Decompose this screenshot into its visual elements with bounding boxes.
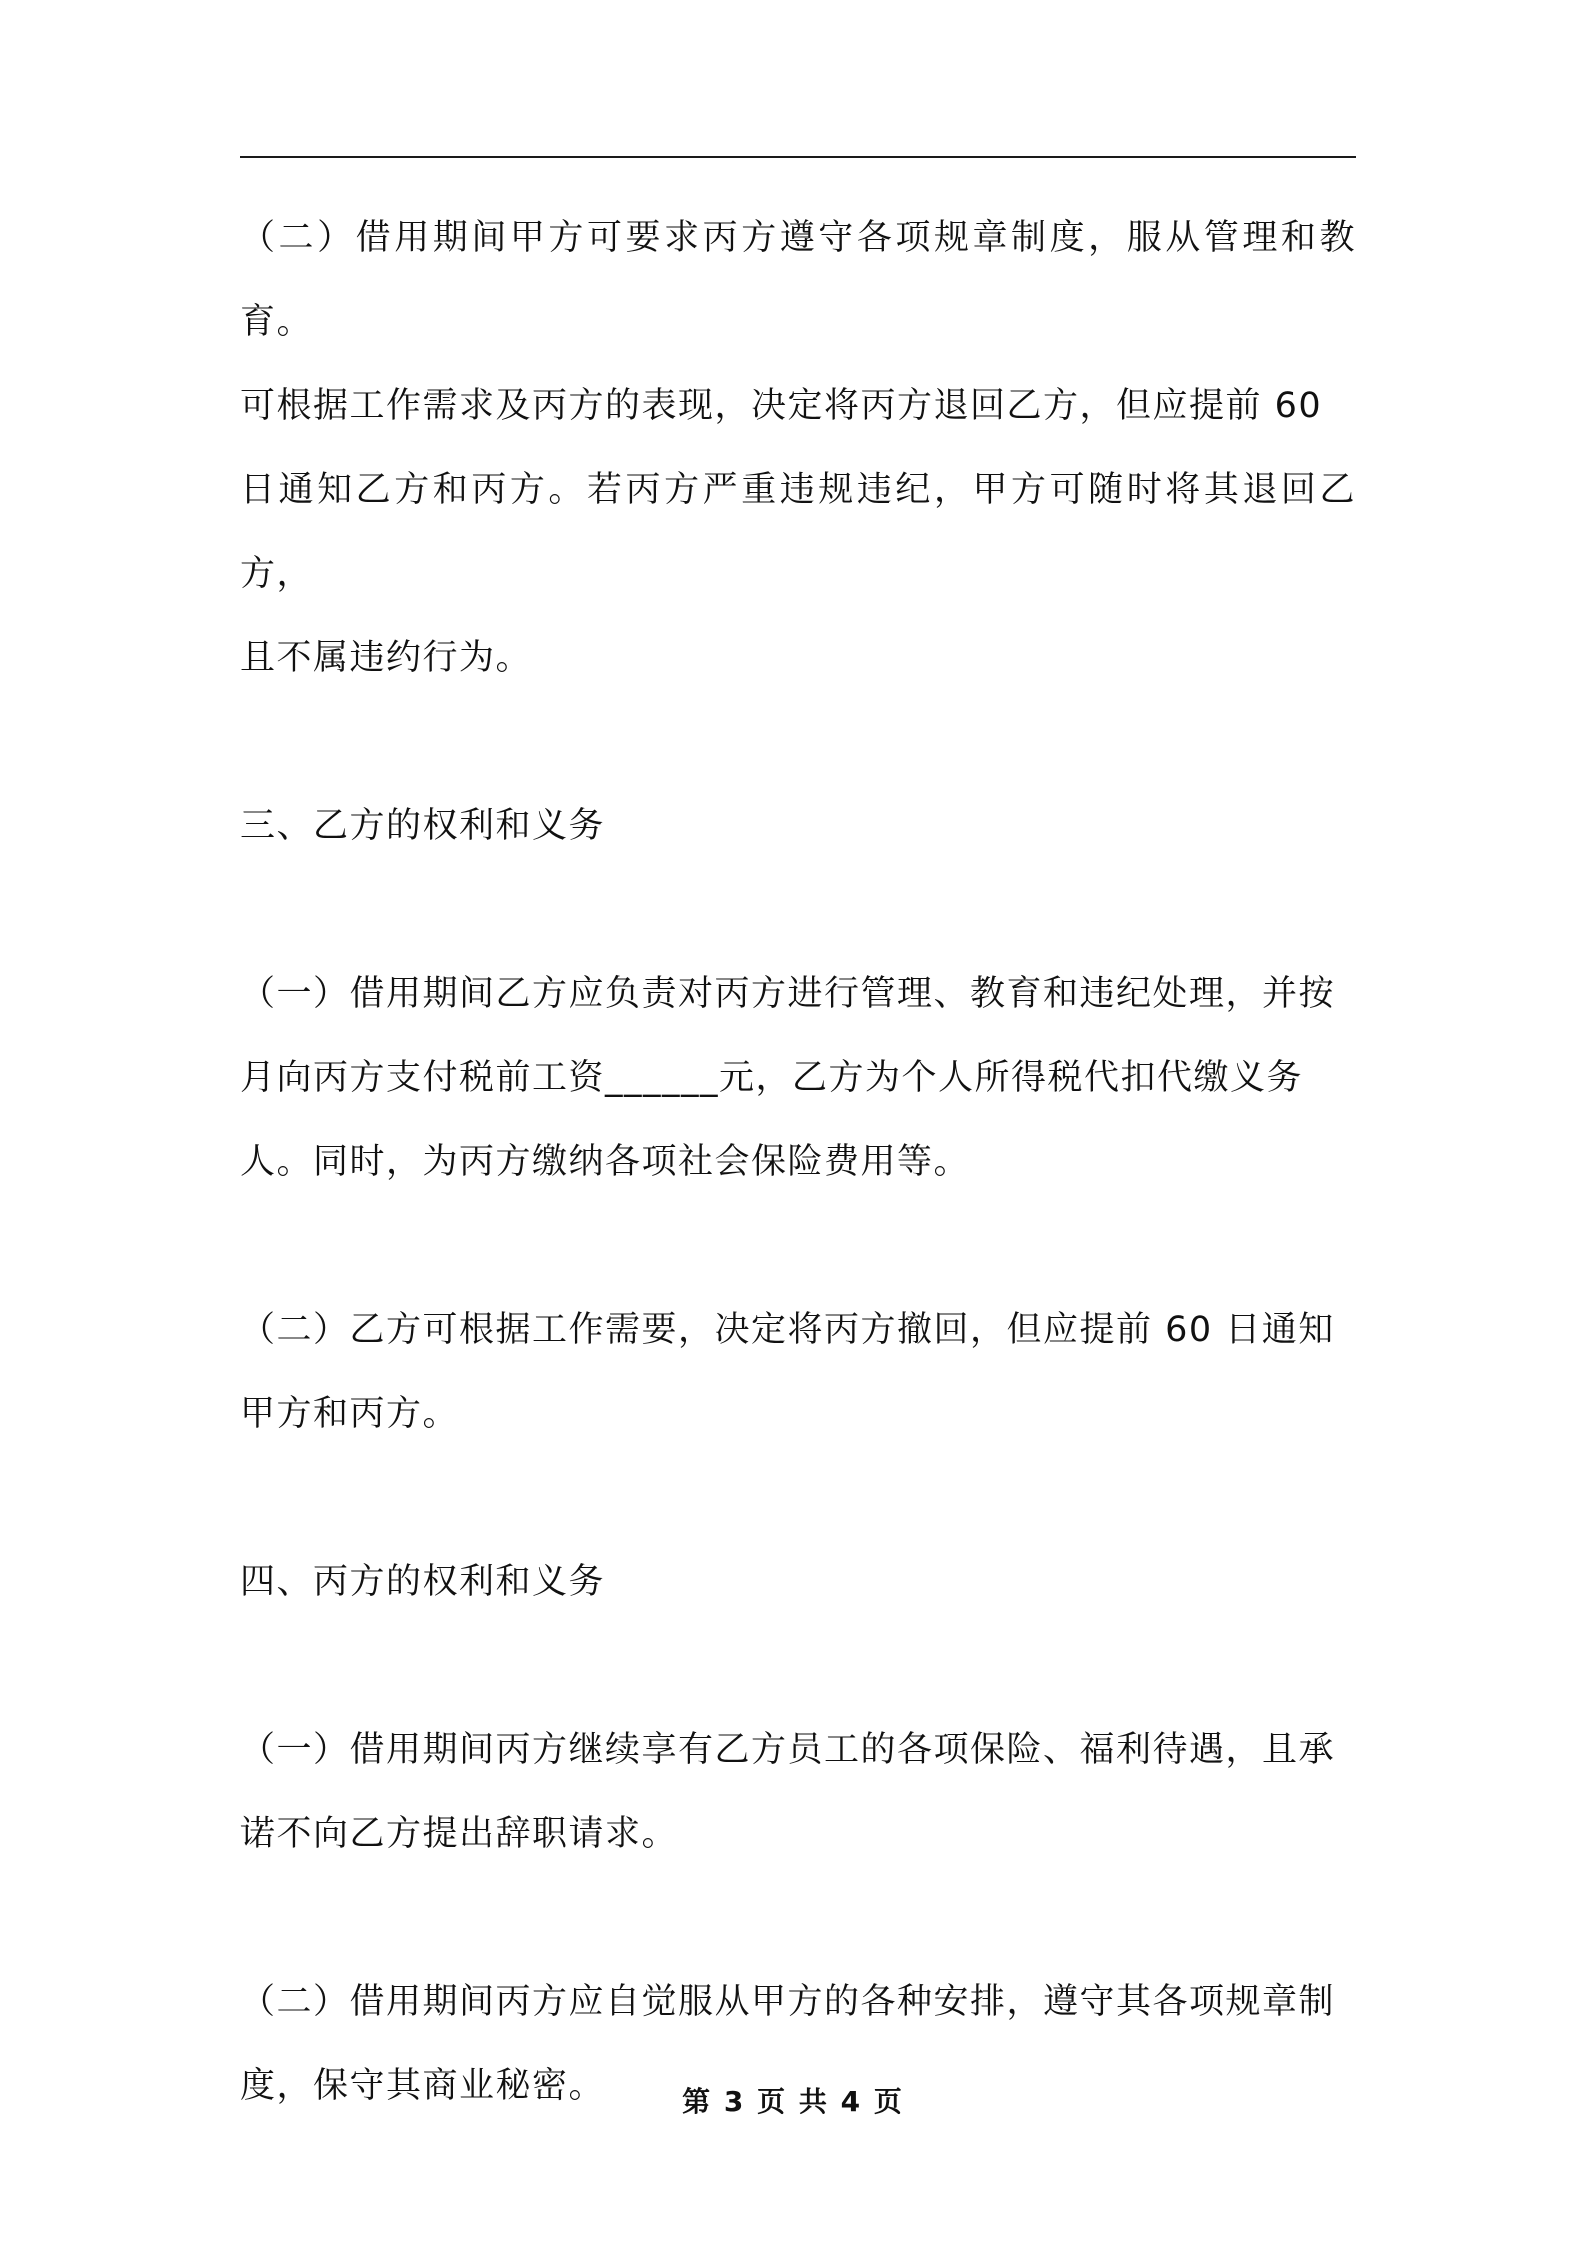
text-line: 诺不向乙方提出辞职请求。 (240, 1814, 679, 1854)
paragraph-jia-2 (240, 196, 1356, 700)
text-line: （二）乙方可根据工作需要，决定将丙方撤回，但应提前 60 日通知 (240, 1310, 1335, 1350)
text-line: （一）借用期间乙方应负责对丙方进行管理、教育和违纪处理，并按 (240, 974, 1336, 1014)
section-heading-4 (240, 1540, 1356, 1624)
spacer (240, 1456, 1356, 1540)
heading-text: 四、丙方的权利和义务 (240, 1562, 606, 1602)
spacer (240, 700, 1356, 784)
text-line: 人。同时，为丙方缴纳各项社会保险费用等。 (240, 1142, 971, 1182)
spacer (240, 1876, 1356, 1960)
text-line: （一）借用期间丙方继续享有乙方员工的各项保险、福利待遇，且承 (240, 1730, 1336, 1770)
heading-text: 三、乙方的权利和义务 (240, 806, 606, 846)
spacer (240, 1624, 1356, 1708)
text-line: （二）借用期间甲方可要求丙方遵守各项规章制度，服从管理和教育。 (240, 218, 1356, 342)
page-number-label: 第 3 页 共 4 页 (682, 2085, 904, 2118)
document-body (240, 196, 1356, 2128)
text-line: 度，保守其商业秘密。 (240, 2066, 606, 2106)
text-line: 月向丙方支付税前工资______元，乙方为个人所得税代扣代缴义务 (240, 1058, 1304, 1098)
paragraph-yi-2 (240, 1288, 1356, 1456)
text-line: 且不属违约行为。 (240, 638, 533, 678)
text-line: （二）借用期间丙方应自觉服从甲方的各种安排，遵守其各项规章制 (240, 1982, 1336, 2022)
paragraph-bing-1 (240, 1708, 1356, 1876)
header-rule (240, 156, 1356, 158)
paragraph-yi-1 (240, 952, 1356, 1204)
section-heading-3 (240, 784, 1356, 868)
spacer (240, 868, 1356, 952)
text-line: 日通知乙方和丙方。若丙方严重违规违纪，甲方可随时将其退回乙方， (240, 470, 1356, 594)
spacer (240, 1204, 1356, 1288)
page-number (0, 2080, 1586, 2120)
text-line: 甲方和丙方。 (240, 1394, 460, 1434)
text-line: 可根据工作需求及丙方的表现，决定将丙方退回乙方，但应提前 60 (240, 386, 1323, 426)
